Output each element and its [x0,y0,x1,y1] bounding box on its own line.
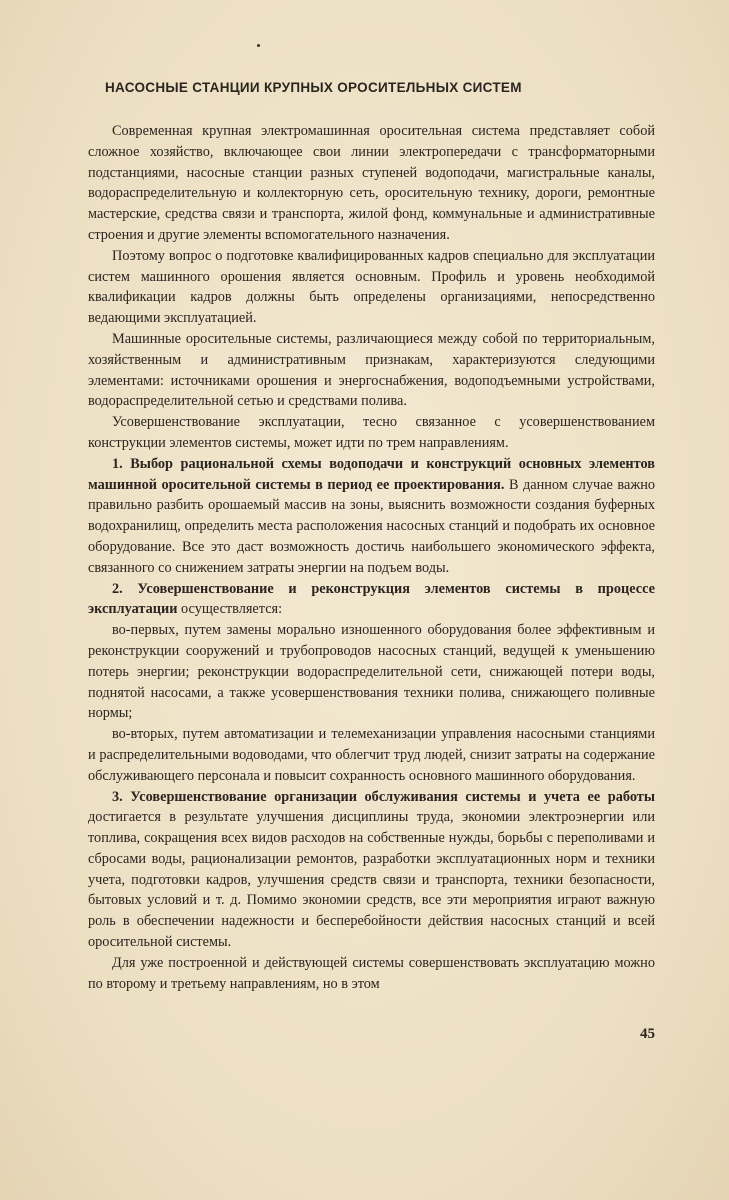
paragraph-first: во-первых, путем замены морально изношенного оборудования более эффективным и реконструкции сооружений и трубопроводов насосных станций, ведущей к уменьшению потерь энергии; реконструкции водораспределительной сети, снижающей потери воды, поднятой насосами, а также усовершенствования техники полива, снижающего поливные нормы; [88,622,655,722]
paragraph-system-elements: Машинные оросительные системы, различающиеся между собой по территориальным, хозяйственным и административным признакам, характеризуются следующими элементами: источниками орошения и энергоснабжения, водоподъемными устройствами, водораспределительной сетью и средствами полива. [88,330,655,410]
paragraph-intro: Современная крупная электромашинная оросительная система представляет собой сложное хозяйство, включающее свои линии электропередачи с трансформаторными подстанциями, насосные станции разных ступеней водоподачи, магистральные каналы, водораспределительную и коллекторную сеть, оросительную технику, дороги, ремонтные мастерские, средства связи и транспорта, жилой фонд, коммунальные и административные строения и другие элементы вспомогательного назначения. [88,123,655,243]
paragraph-direction-2: 2. Усовершенствование и реконструкция элементов системы в процессе эксплуатации осуществляется: [88,580,655,618]
paragraph-direction-1: 1. Выбор рациональной схемы водоподачи и конструкций основных элементов машинной оросительной системы в период ее проектирования. В данном случае важно правильно разбить орошаемый массив на зоны, выяснить возможности создания буферных водохранилищ, определить места расположения насосных станций и подобрать их основное оборудование. Все это даст возможность достичь наибольшего экономического эффекта, связанного со снижением затраты энергии на подъем воды. [88,455,655,576]
paragraph-directions: Усовершенствование эксплуатации, тесно связанное с усовершенствованием конструкции элементов системы, может идти по трем направлениям. [88,414,655,451]
paragraph-second: во-вторых, путем автоматизации и телемеханизации управления насосными станциями и распределительными водоводами, что облегчит труд людей, снизит затраты на содержание обслуживающего персонала и повысит сохранность основного машинного оборудования. [88,726,655,784]
direction-3-heading: 3. Усовершенствование организации обслуживания системы и учета ее работы [112,788,655,805]
body-text [88,121,655,994]
page-number: 45 [640,1026,655,1042]
paragraph-direction-3: 3. Усовершенствование организации обслуживания системы и учета ее работы достигается в результате улучшения дисциплины труда, экономии электроэнергии или топлива, сокращения всех видов расходов на собственные нужды, борьбы с переполивами и сбросами воды, рационализации ремонтов, разработки эксплуатационных норм и техники учета, подготовки кадров, улучшения средств связи и транспорта, техники безопасности, бытовых условий и т. д. Помимо экономии средств, все эти мероприятия играют важную роль в обеспечении надежности и бесперебойности действия насосных станций и всей оросительной системы. [88,788,655,951]
direction-1-heading: 1. Выбор рациональной схемы водоподачи и конструкций основных элементов машинной оросительной системы в период ее проектирования. [88,455,655,493]
direction-2-heading: 2. Усовершенствование и реконструкция элементов системы в процессе эксплуатации [88,580,655,618]
paragraph-final: Для уже построенной и действующей системы совершенствовать эксплуатацию можно по второму и третьему направлениям, но в этом [88,954,655,992]
print-mark [257,44,260,47]
section-title: НАСОСНЫЕ СТАНЦИИ КРУПНЫХ ОРОСИТЕЛЬНЫХ СИСТЕМ [105,80,522,95]
paragraph-personnel: Поэтому вопрос о подготовке квалифицированных кадров специально для эксплуатации систем машинного орошения является основным. Профиль и уровень необходимой квалификации кадров должны быть определены организациями, непосредственно ведающими эксплуатацией. [88,247,655,327]
